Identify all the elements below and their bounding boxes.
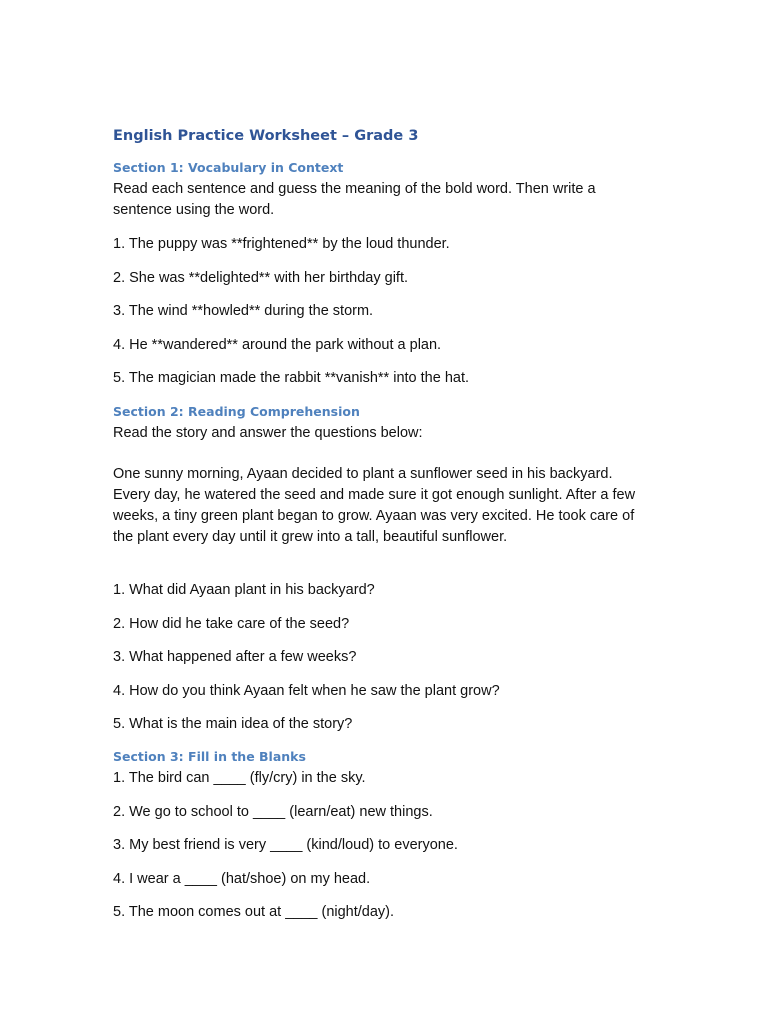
story-paragraph: One sunny morning, Ayaan decided to plant a sunflower seed in his backyard. Every day, he watered the seed and made sure it got enough sunlight. After a few weeks, a tiny green plant began to grow. Ayaan was very excited. He took care of the plant every day until it grew into a tall, beautiful sunflower. — [113, 466, 636, 545]
fill-blank-item: 2. We go to school to ____ (learn/eat) new things. — [113, 803, 433, 820]
document-title: English Practice Worksheet – Grade 3 — [113, 128, 419, 144]
fill-blank-item: 3. My best friend is very ____ (kind/loud) to everyone. — [113, 837, 458, 853]
section-fill-blanks — [113, 748, 653, 923]
section-heading: Section 3: Fill in the Blanks — [113, 749, 306, 764]
question-item: 5. What is the main idea of the story? — [113, 716, 353, 732]
fill-blank-item: 4. I wear a ____ (hat/shoe) on my head. — [113, 870, 371, 887]
section-vocabulary — [113, 159, 653, 389]
fill-blank-item: 5. The moon comes out at ____ (night/day). — [113, 904, 395, 920]
vocabulary-item: 3. The wind **howled** during the storm. — [113, 303, 374, 319]
fill-blank-item: 1. The bird can ____ (fly/cry) in the sky. — [113, 770, 366, 786]
section-instructions: Read each sentence and guess the meaning of the bold word. Then write a sentence using the word. — [113, 181, 596, 218]
section-heading: Section 2: Reading Comprehension — [113, 404, 360, 419]
vocabulary-item: 1. The puppy was **frightened** by the loud thunder. — [113, 236, 450, 252]
vocabulary-item: 2. She was **delighted** with her birthday gift. — [113, 269, 409, 286]
vocabulary-list — [113, 234, 653, 389]
section-heading: Section 1: Vocabulary in Context — [113, 160, 344, 175]
vocabulary-item: 5. The magician made the rabbit **vanish** into the hat. — [113, 370, 470, 386]
fill-blank-list — [113, 768, 653, 923]
question-item: 4. How do you think Ayaan felt when he saw the plant grow? — [113, 682, 500, 699]
question-item: 1. What did Ayaan plant in his backyard? — [113, 582, 375, 598]
question-item: 3. What happened after a few weeks? — [113, 649, 357, 665]
worksheet-page — [113, 126, 653, 936]
section-instructions: Read the story and answer the questions below: — [113, 425, 423, 441]
vocabulary-item: 4. He **wandered** around the park without a plan. — [113, 336, 442, 353]
section-reading — [113, 403, 653, 735]
question-list — [113, 580, 653, 735]
question-item: 2. How did he take care of the seed? — [113, 615, 350, 632]
